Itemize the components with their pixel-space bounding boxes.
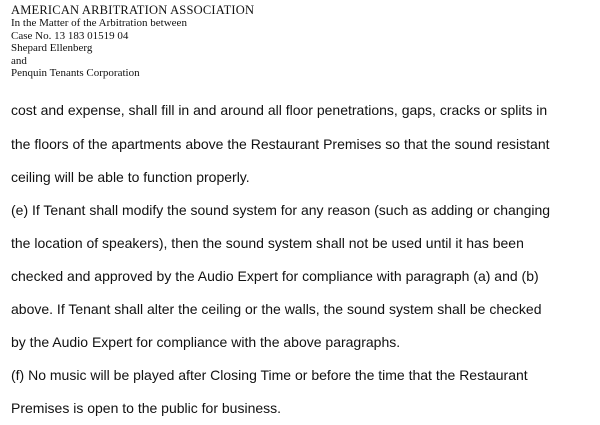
body-line: by the Audio Expert for compliance with the above paragraphs. (11, 334, 401, 350)
party-claimant: Shepard Ellenberg (11, 42, 93, 55)
body-line: above. If Tenant shall alter the ceiling or the walls, the sound system shall be checked (11, 301, 542, 317)
body-line: ceiling will be able to function properly. (11, 169, 250, 185)
body-line: Premises is open to the public for business. (11, 400, 282, 416)
case-header (11, 4, 254, 80)
body-line: cost and expense, shall fill in and around all floor penetrations, gaps, cracks or splits in (11, 102, 548, 118)
document-body (11, 94, 600, 425)
body-line: (f) No music will be played after Closing Time or before the time that the Restaurant (11, 367, 528, 383)
organization-name: AMERICAN ARBITRATION ASSOCIATION (11, 3, 255, 17)
body-line: the location of speakers), then the sound system shall not be used until it has been (11, 235, 524, 251)
party-conjunction: and (11, 54, 27, 67)
body-line: checked and approved by the Audio Expert for compliance with paragraph (a) and (b) (11, 268, 539, 284)
matter-line: In the Matter of the Arbitration between (11, 17, 187, 29)
case-number: Case No. 13 183 01519 04 (11, 29, 129, 42)
party-respondent: Penquin Tenants Corporation (11, 67, 140, 80)
body-line: the floors of the apartments above the Restaurant Premises so that the sound resistant (11, 136, 550, 152)
body-line: (e) If Tenant shall modify the sound system for any reason (such as adding or changing (11, 202, 551, 218)
